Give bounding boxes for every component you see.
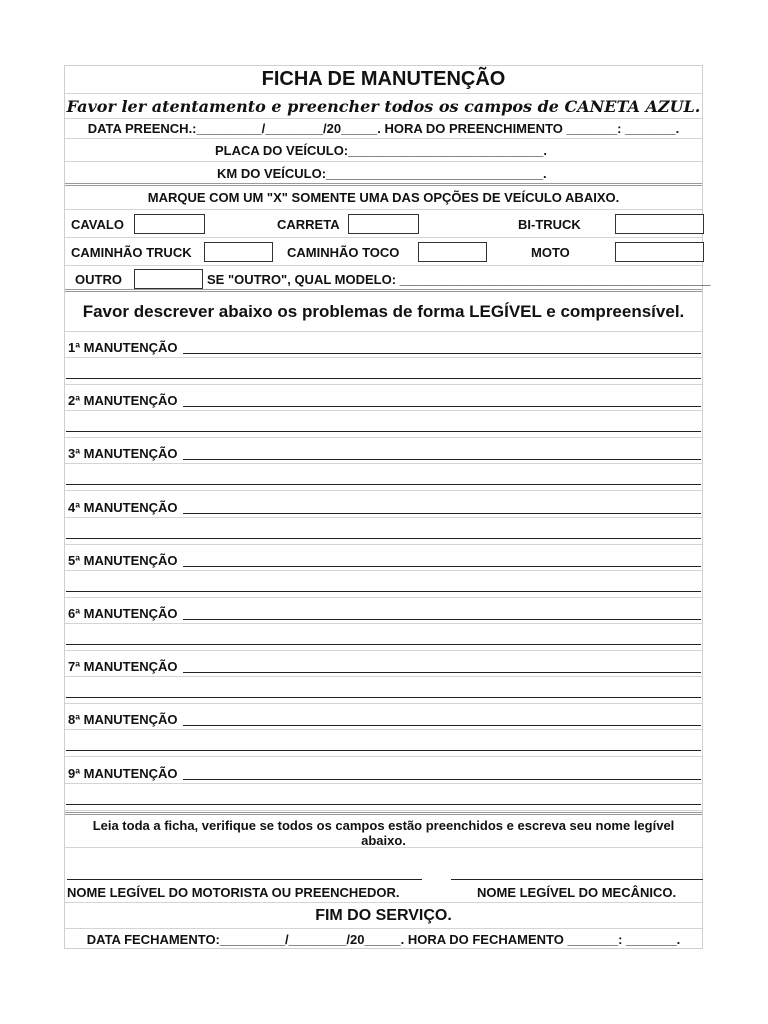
maintenance-continuation-line[interactable] [66, 804, 701, 805]
maintenance-label-row [65, 758, 702, 784]
fill-date-text[interactable]: DATA PREENCH.:_________/________/20_____. HORA DO PREENCHIMENTO _______: _______. [87, 121, 680, 136]
maintenance-label-row [65, 492, 702, 518]
leia-text: Leia toda a ficha, verifique se todos os campos estão preenchidos e escreva seu nome legível abaixo. [92, 818, 675, 848]
caminhao-toco-checkbox[interactable] [418, 242, 487, 262]
maintenance-continuation-row [65, 571, 702, 598]
maintenance-continuation-row [65, 411, 702, 438]
maintenance-label: 6ª MANUTENÇÃO [68, 606, 178, 621]
plate-field[interactable]: PLACA DO VEÍCULO:___________________________. [215, 143, 547, 158]
maintenance-continuation-line[interactable] [66, 538, 701, 539]
maintenance-label-row [65, 385, 702, 411]
maintenance-continuation-row [65, 677, 702, 704]
form-title: FICHA DE MANUTENÇÃO [261, 68, 506, 90]
end-row [65, 903, 702, 929]
maintenance-continuation-line[interactable] [66, 750, 701, 751]
maintenance-continuation-row [65, 464, 702, 491]
cavalo-label: CAVALO [71, 217, 124, 232]
describe-text: Favor descrever abaixo os problemas de forma LEGÍVEL e compreensível. [82, 301, 685, 321]
maintenance-label: 8ª MANUTENÇÃO [68, 712, 178, 728]
vehicle-row-2 [65, 238, 702, 266]
maintenance-list [65, 332, 702, 810]
maintenance-continuation-line[interactable] [66, 431, 701, 432]
moto-checkbox[interactable] [615, 242, 704, 262]
carreta-label: CARRETA [277, 217, 340, 232]
caminhao-truck-label: CAMINHÃO TRUCK [71, 245, 192, 260]
instruction-row [65, 94, 702, 119]
outro-label: OUTRO [75, 272, 122, 287]
maintenance-entry-line[interactable] [183, 353, 701, 354]
outro-checkbox[interactable] [134, 269, 203, 289]
maintenance-label: 1ª MANUTENÇÃO [68, 340, 178, 355]
signature-row [65, 848, 702, 903]
maintenance-continuation-row [65, 784, 702, 811]
maintenance-label-row [65, 704, 702, 730]
maintenance-entry-line[interactable] [183, 406, 701, 407]
maintenance-label: 2ª MANUTENÇÃO [68, 393, 178, 409]
fill-date-row [65, 119, 702, 139]
maintenance-entry-line[interactable] [183, 566, 701, 567]
maintenance-label: 9ª MANUTENÇÃO [68, 765, 178, 781]
mechanic-signature-line[interactable] [451, 879, 703, 880]
maintenance-label-row [65, 438, 702, 464]
mechanic-signature-label: NOME LEGÍVEL DO MECÂNICO. [477, 885, 677, 900]
maintenance-entry-line[interactable] [183, 672, 701, 673]
describe-row [65, 292, 702, 332]
cavalo-checkbox[interactable] [134, 214, 205, 234]
vehicle-row-1 [65, 210, 702, 238]
maintenance-continuation-line[interactable] [66, 697, 701, 698]
moto-label: MOTO [531, 245, 570, 260]
bitruck-label: BI-TRUCK [518, 217, 581, 232]
vehicle-row-3 [65, 266, 711, 292]
maintenance-entry-line[interactable] [183, 459, 701, 460]
km-field[interactable]: KM DO VEÍCULO:______________________________. [217, 166, 547, 181]
km-row [65, 162, 702, 186]
caminhao-toco-label: CAMINHÃO TOCO [287, 245, 400, 260]
maintenance-label: 7ª MANUTENÇÃO [68, 659, 178, 675]
leia-row [65, 812, 702, 848]
qual-modelo-field[interactable]: SE "OUTRO", QUAL MODELO: ___________________________________________ [207, 272, 711, 287]
maintenance-label: 3ª MANUTENÇÃO [68, 446, 178, 462]
vehicle-instruction: MARQUE COM UM "X" SOMENTE UMA DAS OPÇÕES DE VEÍCULO ABAIXO. [147, 190, 620, 205]
driver-signature-line[interactable] [67, 879, 422, 880]
maintenance-entry-line[interactable] [183, 513, 701, 514]
bitruck-checkbox[interactable] [615, 214, 704, 234]
maintenance-label-row [65, 332, 702, 358]
maintenance-label: 5ª MANUTENÇÃO [68, 552, 178, 568]
maintenance-continuation-row [65, 518, 702, 545]
maintenance-entry-line[interactable] [183, 779, 701, 780]
maintenance-continuation-row [65, 358, 702, 385]
maintenance-continuation-row [65, 624, 702, 651]
driver-signature-label: NOME LEGÍVEL DO MOTORISTA OU PREENCHEDOR. [67, 885, 400, 900]
vehicle-instruction-row [65, 186, 702, 210]
close-date-text[interactable]: DATA FECHAMENTO:_________/________/20_____. HORA DO FECHAMENTO _______: _______. [86, 931, 681, 947]
instruction-text: Favor ler atentamento e preencher todos os campos de CANETA AZUL. [66, 96, 701, 116]
caminhao-truck-checkbox[interactable] [204, 242, 273, 262]
maintenance-continuation-row [65, 730, 702, 757]
maintenance-form [64, 65, 711, 949]
maintenance-label-row [65, 598, 702, 624]
maintenance-label: 4ª MANUTENÇÃO [68, 499, 178, 515]
maintenance-label-row [65, 651, 702, 677]
close-date-row [65, 929, 702, 949]
maintenance-entry-line[interactable] [183, 619, 701, 620]
maintenance-continuation-line[interactable] [66, 644, 701, 645]
maintenance-continuation-line[interactable] [66, 378, 701, 379]
end-title: FIM DO SERVIÇO. [315, 906, 452, 924]
carreta-checkbox[interactable] [348, 214, 419, 234]
plate-row [65, 139, 702, 162]
title-row [65, 66, 702, 94]
maintenance-continuation-line[interactable] [66, 484, 701, 485]
maintenance-label-row [65, 545, 702, 571]
maintenance-entry-line[interactable] [183, 725, 701, 726]
maintenance-continuation-line[interactable] [66, 591, 701, 592]
